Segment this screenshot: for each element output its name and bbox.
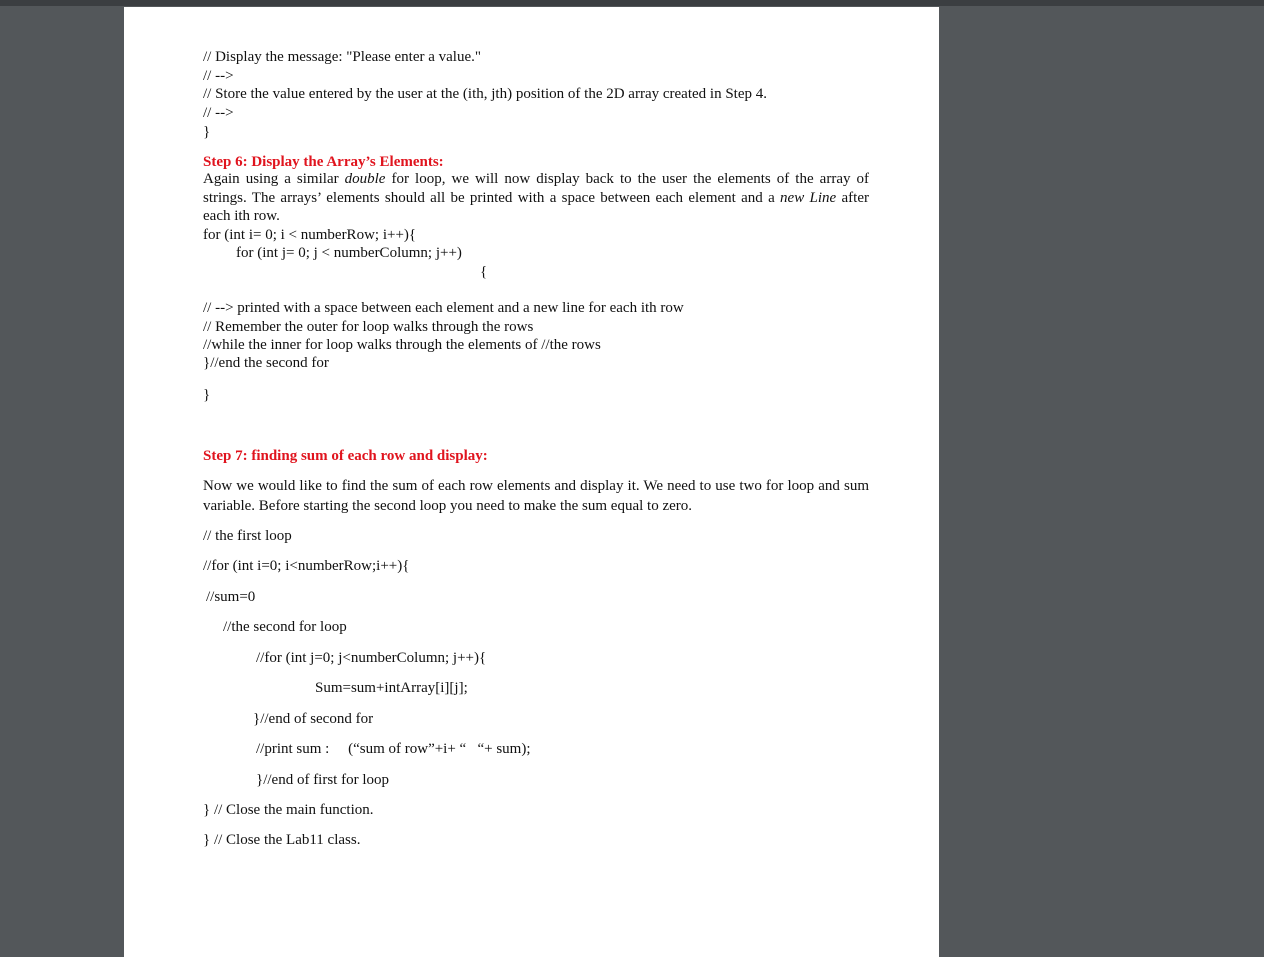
step7-paragraph: Now we would like to find the sum of each row elements and display it. We need to use two for loop and sum variable. Before starting the second loop you need to make the sum equal to zero. <box>203 478 869 514</box>
code-line: //the second for loop <box>223 619 347 635</box>
code-line: } <box>203 387 211 403</box>
code-line: // --> <box>203 105 234 121</box>
code-line: // Display the message: "Please enter a value." <box>203 49 481 65</box>
document-page <box>124 7 939 957</box>
code-line: }//end of first for loop <box>256 772 390 788</box>
code-line: } // Close the Lab11 class. <box>203 832 361 848</box>
code-line: // --> printed with a space between each element and a new line for each ith row <box>203 300 684 316</box>
code-line: }//end the second for <box>203 355 329 371</box>
code-line: //print sum : (“sum of row”+i+ “ “+ sum); <box>256 741 531 757</box>
code-line: for (int j= 0; j < numberColumn; j++) <box>236 245 462 261</box>
code-line: // Remember the outer for loop walks through the rows <box>203 319 534 335</box>
code-line: // Store the value entered by the user at the (ith, jth) position of the 2D array created in Step 4. <box>203 86 767 102</box>
step6-paragraph: Again using a similar double for loop, we will now display back to the user the elements of the array of strings. The arrays’ elements should all be printed with a space between each element and a new Line after each ith row. <box>203 171 870 224</box>
code-line: //sum=0 <box>206 589 256 605</box>
code-line: } // Close the main function. <box>203 802 374 818</box>
code-line: //for (int j=0; j<numberColumn; j++){ <box>256 650 487 666</box>
step6-heading: Step 6: Display the Array’s Elements: <box>203 154 444 170</box>
code-line: // the first loop <box>203 528 292 544</box>
code-line: } <box>203 124 211 140</box>
code-line: Sum=sum+intArray[i][j]; <box>315 680 468 696</box>
code-line: }//end of second for <box>253 711 374 727</box>
code-line: for (int i= 0; i < numberRow; i++){ <box>203 227 417 243</box>
code-line: // --> <box>203 68 234 84</box>
viewer-top-bar <box>0 0 1264 6</box>
step7-heading: Step 7: finding sum of each row and display: <box>203 448 488 464</box>
code-line: { <box>480 264 488 280</box>
code-line: //for (int i=0; i<numberRow;i++){ <box>203 558 410 574</box>
code-line: //while the inner for loop walks through the elements of //the rows <box>203 337 601 353</box>
